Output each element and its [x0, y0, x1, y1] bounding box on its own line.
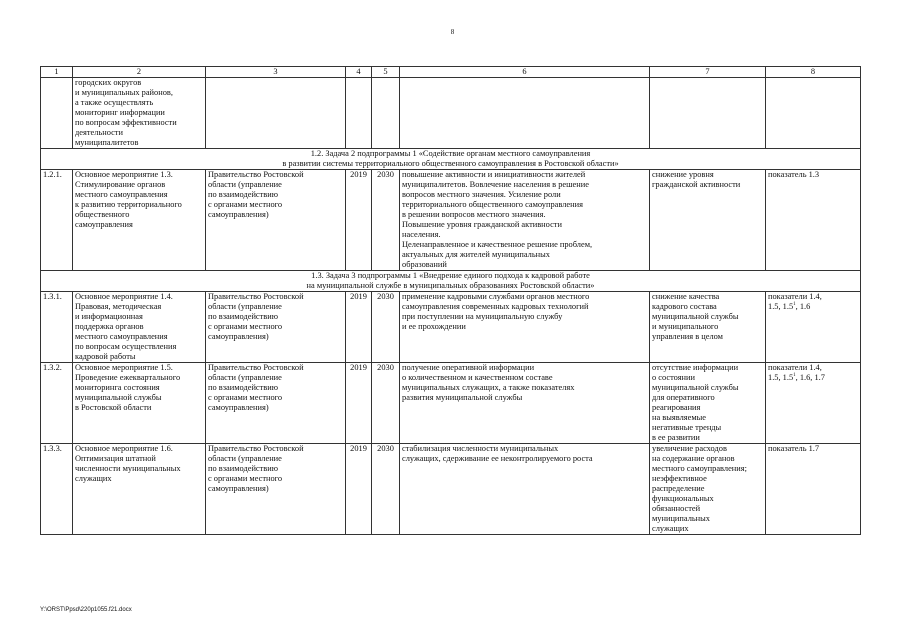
indicator-text: показатели 1.4, — [768, 292, 822, 301]
header-cell: 8 — [766, 67, 861, 78]
indicator-text: 1.5, 1.5 — [768, 302, 794, 311]
start-year: 2019 — [346, 444, 372, 535]
table-cell — [372, 78, 400, 149]
indicator: показатель 1.7 — [766, 444, 861, 535]
section-heading: 1.3. Задача 3 подпрограммы 1 «Внедрение единого подхода к кадровой работе на муниципальной службе в муниципальных образованиях Ростовской области» — [41, 271, 861, 292]
measure-name: Основное мероприятие 1.3. Стимулирование органов местного самоуправления к развитию территориального общественного самоуправления — [73, 170, 206, 271]
page-number: 8 — [450, 28, 455, 36]
consequence: увеличение расходов на содержание органов местного самоуправления; неэффективное распределение функциональных обязанностей муниципальных служащих — [650, 444, 766, 535]
expected-result: стабилизация численности муниципальных служащих, сдерживание ее неконтролируемого роста — [400, 444, 650, 535]
row-number: 1.2.1. — [41, 170, 73, 271]
section-row — [41, 149, 861, 170]
indicator-text: , 1.6, 1.7 — [795, 373, 825, 382]
row-number: 1.3.1. — [41, 292, 73, 363]
header-cell: 7 — [650, 67, 766, 78]
table-row — [41, 170, 861, 271]
measure-name: Основное мероприятие 1.5. Проведение ежеквартального мониторинга состояния муниципальной службы в Ростовской области — [73, 363, 206, 444]
table-cell — [400, 78, 650, 149]
section-heading: 1.2. Задача 2 подпрограммы 1 «Содействие органам местного самоуправления в развитии системы территориального общественного самоуправления в Ростовской области» — [41, 149, 861, 170]
header-cell: 6 — [400, 67, 650, 78]
header-row — [41, 67, 861, 78]
measure-name: Основное мероприятие 1.6. Оптимизация штатной численности муниципальных служащих — [73, 444, 206, 535]
indicator: показатель 1.3 — [766, 170, 861, 271]
executor: Правительство Ростовской области (управление по взаимодействию с органами местного самоуправления) — [206, 363, 346, 444]
indicator-superscript: 1 — [793, 302, 796, 308]
executor: Правительство Ростовской области (управление по взаимодействию с органами местного самоуправления) — [206, 170, 346, 271]
table-row — [41, 444, 861, 535]
table-cell — [650, 78, 766, 149]
table-row — [41, 292, 861, 363]
indicator-superscript: 1 — [793, 373, 796, 379]
expected-result: получение оперативной информации о количественном и качественном составе муниципальных служащих, а также показателях развития муниципальной службы — [400, 363, 650, 444]
table-cell — [346, 78, 372, 149]
executor: Правительство Ростовской области (управление по взаимодействию с органами местного самоуправления) — [206, 444, 346, 535]
table-cell — [41, 78, 73, 149]
row-number: 1.3.3. — [41, 444, 73, 535]
table-row — [41, 363, 861, 444]
header-cell: 5 — [372, 67, 400, 78]
measures-table — [40, 66, 861, 535]
expected-result: повышение активности и инициативности жителей муниципалитетов. Вовлечение населения в решение вопросов местного значения. Усиление роли территориального общественного самоуправления в решении вопросов местного значения. Повышение уровня гражданской активности населения. Целенаправленное и качественное решение проблем, актуальных для жителей муниципальных образований — [400, 170, 650, 271]
end-year: 2030 — [372, 363, 400, 444]
end-year: 2030 — [372, 444, 400, 535]
indicator-text: , 1.6 — [795, 302, 811, 311]
row-number: 1.3.2. — [41, 363, 73, 444]
table-cell — [766, 78, 861, 149]
indicator-text: показатели 1.4, — [768, 363, 822, 372]
table-cell — [206, 78, 346, 149]
header-cell: 3 — [206, 67, 346, 78]
end-year: 2030 — [372, 170, 400, 271]
consequence: снижение уровня гражданской активности — [650, 170, 766, 271]
start-year: 2019 — [346, 363, 372, 444]
start-year: 2019 — [346, 292, 372, 363]
section-row — [41, 271, 861, 292]
header-cell: 2 — [73, 67, 206, 78]
header-cell: 4 — [346, 67, 372, 78]
file-path-footer: Y:\ORST\Ppsd\220p1055.f21.docx — [40, 607, 132, 613]
indicator-text: 1.5, 1.5 — [768, 373, 794, 382]
measure-name: Основное мероприятие 1.4. Правовая, методическая и информационная поддержка органов местного самоуправления по вопросам осуществления кадровой работы — [73, 292, 206, 363]
header-cell: 1 — [41, 67, 73, 78]
indicator — [766, 292, 861, 363]
indicator — [766, 363, 861, 444]
start-year: 2019 — [346, 170, 372, 271]
end-year: 2030 — [372, 292, 400, 363]
expected-result: применение кадровыми службами органов местного самоуправления современных кадровых технологий при поступлении на муниципальную службу и ее прохождении — [400, 292, 650, 363]
table-cell: городских округов и муниципальных районов, а также осуществлять мониторинг информации по вопросам эффективности деятельности муниципалитетов — [73, 78, 206, 149]
continuation-row — [41, 78, 861, 149]
executor: Правительство Ростовской области (управление по взаимодействию с органами местного самоуправления) — [206, 292, 346, 363]
consequence: отсутствие информации о состоянии муниципальной службы для оперативного реагирования на выявляемые негативные тренды в ее развитии — [650, 363, 766, 444]
consequence: снижение качества кадрового состава муниципальной службы и муниципального управления в целом — [650, 292, 766, 363]
